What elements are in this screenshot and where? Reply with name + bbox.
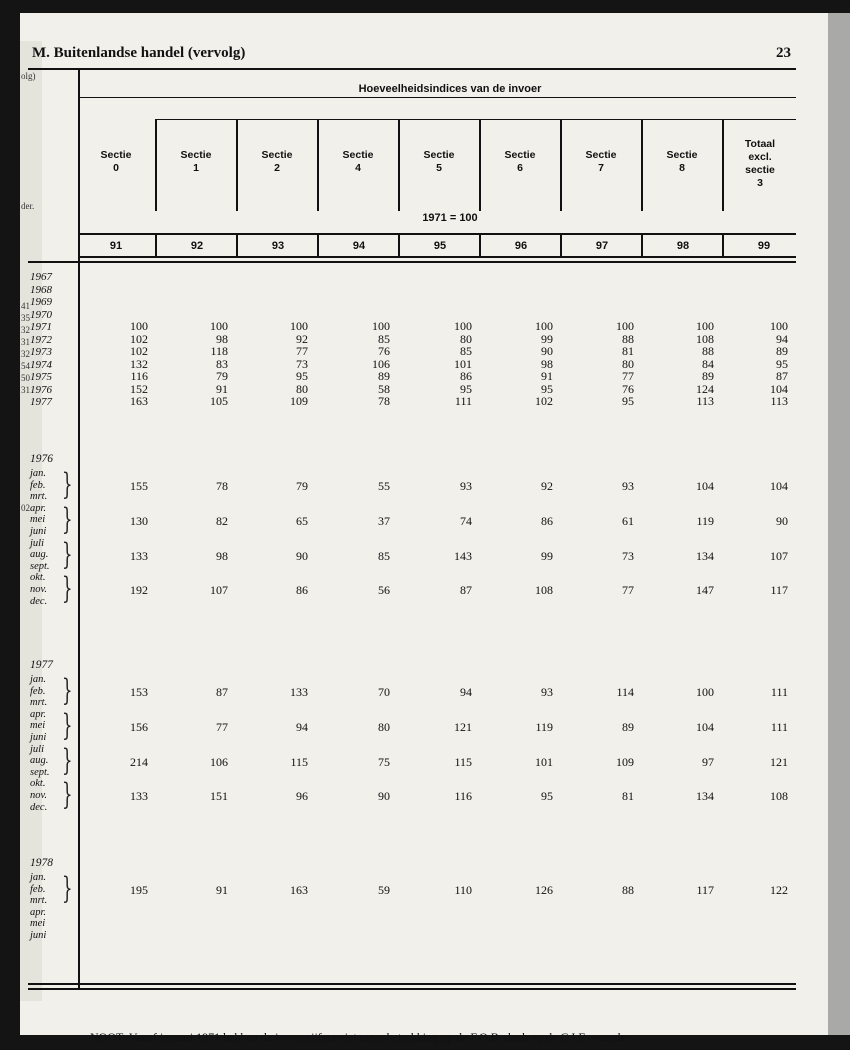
quarter-value-cell: 55 <box>378 479 390 493</box>
month-label: mei <box>30 514 46 526</box>
quarter-value-cell: 78 <box>216 479 228 493</box>
month-label: jan. <box>30 468 47 479</box>
block-year-label: 1977 <box>30 659 53 671</box>
quarter-value-cell: 98 <box>216 548 228 563</box>
quarter-value-cell: 110 <box>454 883 472 897</box>
quarter-value-cell: 87 <box>216 685 228 699</box>
quarter-value-cell: 75 <box>378 754 390 769</box>
quarter-value-cell: 86 <box>541 513 553 528</box>
year-label: 1967 1968 1969 1970 1971 1972 1973 1974 1975 1976 1977 <box>30 271 52 408</box>
quarter-value-cell: 130 <box>130 513 148 528</box>
quarter-value-cell: 133 <box>130 789 148 804</box>
margin-fragment: 32 <box>21 349 30 359</box>
margin-fragment: olg) <box>21 71 36 81</box>
annual-value-cell: 91 <box>216 381 228 396</box>
footnote: NOOT: Vanaf januari 1971 hebben de invoercijfers niet meer betrekking op de F.O.B. doch op de C.I.F.-waarde. <box>90 1030 629 1044</box>
annual-value-cell: 111 <box>454 394 472 408</box>
annual-value-cell: 86 <box>460 369 472 383</box>
annual-value-cell: 100 <box>535 319 553 333</box>
month-label: juli <box>30 743 45 755</box>
quarter-value-cell: 111 <box>770 685 788 699</box>
annual-value-cell: 100 <box>372 319 390 333</box>
annual-value-cell: 152 <box>130 381 148 396</box>
annual-value-cell: 89 <box>776 344 788 358</box>
quarter-value-cell: 97 <box>702 754 714 769</box>
quarter-value-cell: 108 <box>535 583 553 598</box>
quarter-value-cell: 104 <box>770 479 788 493</box>
annual-value-cell: 94 <box>776 331 788 346</box>
annual-value-cell: 104 <box>770 381 788 396</box>
quarter-value-cell: 122 <box>770 883 788 897</box>
annual-value-cell: 100 <box>130 319 148 333</box>
month-label: feb. <box>30 883 46 895</box>
quarter-value-cell: 80 <box>378 719 390 734</box>
annual-value-cell: 95 <box>296 369 308 383</box>
month-label: nov. <box>30 584 48 595</box>
annual-value-cell: 73 <box>296 356 308 371</box>
quarter-value-cell: 133 <box>130 548 148 563</box>
quarter-value-cell: 65 <box>296 513 308 528</box>
annual-value-cell: 95 <box>622 394 634 408</box>
annual-value-cell: 98 <box>216 331 228 346</box>
annual-value-cell: 89 <box>378 369 390 383</box>
quarter-value-cell: 74 <box>460 513 472 528</box>
quarter-brace: } <box>62 536 73 572</box>
quarter-value-cell: 92 <box>541 479 553 493</box>
weight-cell: 91 <box>109 240 123 252</box>
quarter-value-cell: 117 <box>770 583 788 598</box>
month-label: okt. <box>30 572 46 584</box>
weight-cell: 94 <box>352 240 366 252</box>
quarter-value-cell: 151 <box>210 789 228 804</box>
annual-value-cell: 118 <box>210 344 228 358</box>
column-header: Sectie 1 <box>180 149 212 174</box>
annual-value-cell: 108 <box>696 331 714 346</box>
month-label: mrt. <box>30 491 48 503</box>
quarter-value-cell: 156 <box>130 719 148 734</box>
annual-value-cell: 85 <box>378 331 390 346</box>
quarter-value-cell: 87 <box>460 583 472 598</box>
document-page <box>20 13 828 1044</box>
quarter-value-cell: 99 <box>541 548 553 563</box>
annual-value-cell: 76 <box>378 344 390 358</box>
annual-value-cell: 85 <box>460 344 472 358</box>
annual-value-cell: 100 <box>770 319 788 333</box>
annual-value-cell: 100 <box>696 319 714 333</box>
quarter-value-cell: 93 <box>460 479 472 493</box>
quarter-value-cell: 134 <box>696 789 714 804</box>
annual-value-cell: 102 <box>535 394 553 408</box>
annual-value-cell: 105 <box>210 394 228 408</box>
margin-fragment: 02 <box>21 503 30 513</box>
margin-fragment: 41 <box>21 301 30 311</box>
annual-value-cell: 99 <box>541 331 553 346</box>
quarter-value-cell: 94 <box>460 685 472 699</box>
margin-fragment: 35 <box>21 313 30 323</box>
margin-fragment: 31 <box>21 385 30 395</box>
quarter-brace: } <box>62 707 73 743</box>
column-header: Sectie 7 <box>585 149 617 174</box>
page-header-title: M. Buitenlandse handel (vervolg) <box>32 45 246 61</box>
page-number: 23 <box>776 45 791 61</box>
quarter-value-cell: 115 <box>454 754 472 769</box>
annual-value-cell: 90 <box>541 344 553 358</box>
annual-value-cell: 80 <box>296 381 308 396</box>
weight-cell: 97 <box>595 240 609 252</box>
annual-value-cell: 80 <box>460 331 472 346</box>
quarter-brace: } <box>62 742 73 778</box>
quarter-value-cell: 104 <box>696 719 714 734</box>
quarter-value-cell: 155 <box>130 479 148 493</box>
quarter-value-cell: 90 <box>776 513 788 528</box>
annual-value-cell: 91 <box>541 369 553 383</box>
weight-cell: 93 <box>271 240 285 252</box>
quarter-value-cell: 90 <box>378 789 390 804</box>
annual-value-cell: 116 <box>130 369 148 383</box>
quarter-value-cell: 119 <box>535 719 553 734</box>
annual-value-cell: 100 <box>210 319 228 333</box>
quarter-value-cell: 88 <box>622 883 634 897</box>
quarter-value-cell: 126 <box>535 883 553 897</box>
annual-value-cell: 95 <box>460 381 472 396</box>
annual-value-cell: 79 <box>216 369 228 383</box>
quarter-value-cell: 119 <box>696 513 714 528</box>
month-label: mei <box>30 720 46 732</box>
month-label: aug. <box>30 755 49 767</box>
month-label: juni <box>30 732 47 743</box>
annual-value-cell: 58 <box>378 381 390 396</box>
quarter-value-cell: 106 <box>210 754 228 769</box>
quarter-value-cell: 37 <box>378 513 390 528</box>
quarter-brace: } <box>62 673 73 708</box>
quarter-value-cell: 133 <box>290 685 308 699</box>
quarter-value-cell: 214 <box>130 754 148 769</box>
quarter-value-cell: 192 <box>130 583 148 598</box>
annual-value-cell: 102 <box>130 344 148 358</box>
annual-value-cell: 163 <box>130 394 148 408</box>
quarter-brace: } <box>62 467 73 502</box>
quarter-value-cell: 134 <box>696 548 714 563</box>
quarter-value-cell: 163 <box>290 883 308 897</box>
weight-cell: 98 <box>676 240 690 252</box>
month-label: juli <box>30 537 45 549</box>
quarter-value-cell: 94 <box>296 719 308 734</box>
annual-value-cell: 76 <box>622 381 634 396</box>
month-label: feb. <box>30 479 46 491</box>
quarter-value-cell: 195 <box>130 883 148 897</box>
month-label: nov. <box>30 790 48 801</box>
quarter-value-cell: 70 <box>378 685 390 699</box>
block-year-label: 1976 <box>30 453 53 465</box>
month-label: dec. <box>30 801 48 813</box>
quarter-value-cell: 95 <box>541 789 553 804</box>
annual-value-cell: 100 <box>454 319 472 333</box>
column-header: Sectie 4 <box>342 149 374 174</box>
quarter-value-cell: 121 <box>454 719 472 734</box>
quarter-value-cell: 107 <box>770 548 788 563</box>
annual-value-cell: 109 <box>290 394 308 408</box>
quarter-value-cell: 109 <box>616 754 634 769</box>
quarter-brace: } <box>62 871 73 906</box>
quarter-value-cell: 147 <box>696 583 714 598</box>
month-label: jan. <box>30 674 47 685</box>
quarter-value-cell: 107 <box>210 583 228 598</box>
quarter-value-cell: 116 <box>454 789 472 804</box>
quarter-value-cell: 61 <box>622 513 634 528</box>
annual-value-cell: 87 <box>776 369 788 383</box>
table-title: Hoeveelheidsindices van de invoer <box>358 83 542 95</box>
month-label: okt. <box>30 778 46 790</box>
quarter-brace: } <box>62 777 73 813</box>
margin-fragment: 32 <box>21 325 30 335</box>
quarter-brace: } <box>62 571 73 607</box>
quarter-value-cell: 77 <box>622 583 634 598</box>
weight-cell: 96 <box>514 240 528 252</box>
quarter-value-cell: 96 <box>296 789 308 804</box>
month-label: sept. <box>30 560 50 572</box>
quarter-value-cell: 89 <box>622 719 634 734</box>
column-header: Sectie 2 <box>261 149 293 174</box>
annual-value-cell: 100 <box>616 319 634 333</box>
quarter-value-cell: 90 <box>296 548 308 563</box>
month-label: juni <box>30 526 47 537</box>
quarter-value-cell: 100 <box>696 685 714 699</box>
quarter-value-cell: 108 <box>770 789 788 804</box>
base-year-label: 1971 = 100 <box>422 212 478 224</box>
column-header: Sectie 5 <box>423 149 455 174</box>
margin-fragment: 54 <box>21 361 30 371</box>
annual-value-cell: 83 <box>216 356 228 371</box>
column-header: Sectie 0 <box>100 149 132 174</box>
annual-value-cell: 78 <box>378 394 390 408</box>
annual-value-cell: 113 <box>770 394 788 408</box>
annual-value-cell: 84 <box>702 356 714 371</box>
annual-value-cell: 106 <box>372 356 390 371</box>
annual-value-cell: 100 <box>290 319 308 333</box>
month-label: feb. <box>30 685 46 697</box>
annual-value-cell: 124 <box>696 381 714 396</box>
month-label: apr. <box>30 708 47 720</box>
quarter-value-cell: 79 <box>296 479 308 493</box>
quarter-value-cell: 117 <box>696 883 714 897</box>
annual-value-cell: 92 <box>296 331 308 346</box>
annual-value-cell: 88 <box>702 344 714 358</box>
quarter-value-cell: 82 <box>216 513 228 528</box>
annual-value-cell: 101 <box>454 356 472 371</box>
quarter-value-cell: 81 <box>622 789 634 804</box>
month-label: sept. <box>30 766 50 778</box>
quarter-brace: } <box>62 501 73 537</box>
month-label: jan. <box>30 872 47 883</box>
month-label: apr. <box>30 906 47 918</box>
quarter-value-cell: 153 <box>130 685 148 699</box>
quarter-value-cell: 56 <box>378 583 390 598</box>
annual-value-cell: 95 <box>776 356 788 371</box>
quarter-value-cell: 91 <box>216 883 228 897</box>
annual-value-cell: 80 <box>622 356 634 371</box>
quarter-value-cell: 115 <box>290 754 308 769</box>
annual-value-cell: 113 <box>696 394 714 408</box>
month-label: apr. <box>30 502 47 514</box>
quarter-value-cell: 101 <box>535 754 553 769</box>
month-label: dec. <box>30 595 48 607</box>
quarter-value-cell: 86 <box>296 583 308 598</box>
annual-value-cell: 132 <box>130 356 148 371</box>
margin-fragment: 50 <box>21 373 30 383</box>
month-label: mei <box>30 918 46 930</box>
annual-value-cell: 102 <box>130 331 148 346</box>
column-header-total: Totaal excl. sectie 3 <box>744 138 776 189</box>
annual-value-cell: 81 <box>622 344 634 358</box>
quarter-value-cell: 121 <box>770 754 788 769</box>
annual-value-cell: 89 <box>702 369 714 383</box>
margin-fragment: der. <box>21 201 35 211</box>
annual-value-cell: 98 <box>541 356 553 371</box>
margin-fragment: 31 <box>21 337 30 347</box>
month-label: aug. <box>30 549 49 561</box>
month-label: juni <box>30 930 47 941</box>
quarter-value-cell: 114 <box>616 685 634 699</box>
quarter-value-cell: 77 <box>216 719 228 734</box>
quarter-value-cell: 143 <box>454 548 472 563</box>
annual-value-cell: 77 <box>622 369 634 383</box>
quarter-value-cell: 59 <box>378 883 390 897</box>
annual-value-cell: 88 <box>622 331 634 346</box>
annual-value-cell: 95 <box>541 381 553 396</box>
quarter-value-cell: 93 <box>541 685 553 699</box>
quarter-value-cell: 111 <box>770 719 788 734</box>
annual-value-cell: 77 <box>296 344 308 358</box>
quarter-value-cell: 93 <box>622 479 634 493</box>
quarter-value-cell: 104 <box>696 479 714 493</box>
weight-cell: 99 <box>757 240 771 252</box>
column-header: Sectie 6 <box>504 149 536 174</box>
weight-cell: 95 <box>433 240 447 252</box>
quarter-value-cell: 85 <box>378 548 390 563</box>
weight-cell: 92 <box>190 240 204 252</box>
quarter-value-cell: 73 <box>622 548 634 563</box>
column-header: Sectie 8 <box>666 149 698 174</box>
block-year-label: 1978 <box>30 857 53 869</box>
month-label: mrt. <box>30 895 48 907</box>
month-label: mrt. <box>30 697 48 709</box>
page-edge <box>828 13 850 1035</box>
